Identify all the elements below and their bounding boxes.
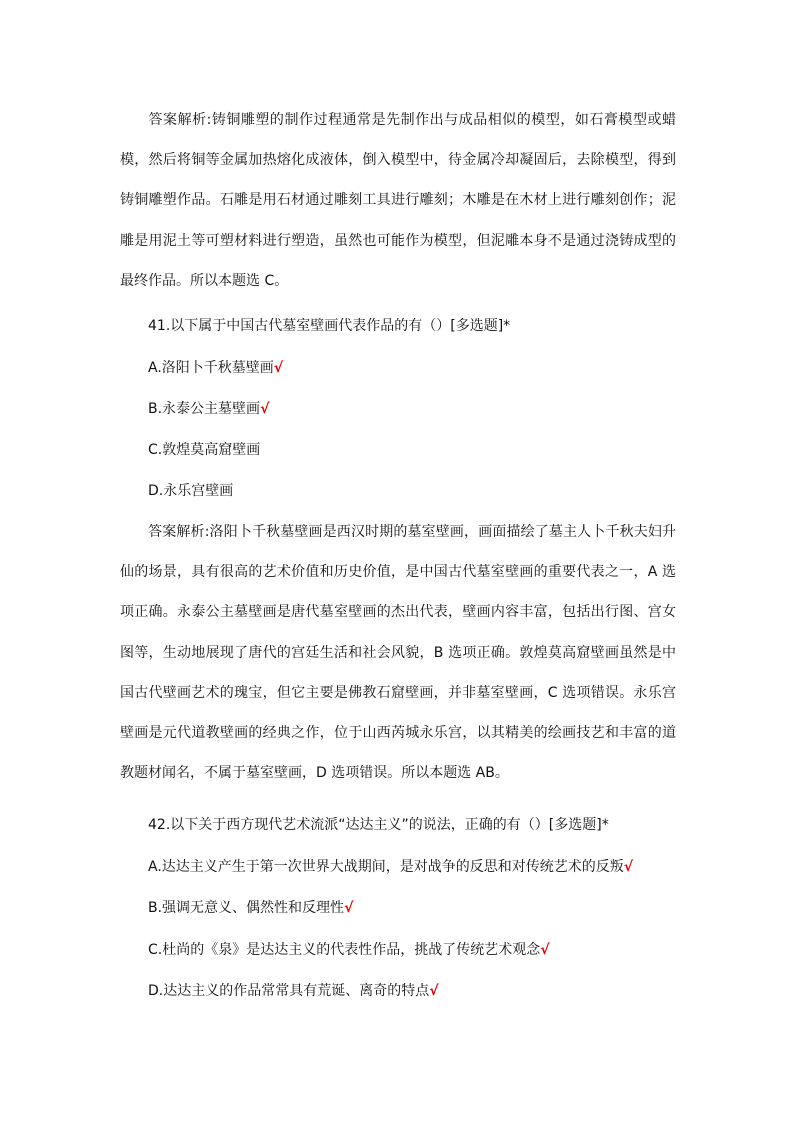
check-mark-icon: √ <box>273 360 284 376</box>
q41-explanation-text: 答案解析:洛阳卜千秋墓壁画是西汉时期的墓室壁画，画面描绘了墓主人卜千秋夫妇升仙的场景，具有很高的艺术价值和历史价值，是中国古代墓室壁画的重要代表之一，A 选项正确。永泰公主墓壁画是唐代墓室壁画的杰出代表，壁画内容丰富，包括出行图、宫女图等，生动地展现了唐代的宫廷生活和社会风貌，B 选项正确。敦煌莫高窟壁画虽然是中国古代壁画艺术的瑰宝，但它主要是佛教石窟壁画，并非墓室壁画，C 选项错误。永乐宫壁画是元代道教壁画的经典之作，位于山西芮城永乐宫，以其精美的绘画技艺和丰富的道教题材闻名，不属于墓室壁画，D 选项错误。所以本题选 AB。 <box>120 524 676 782</box>
option-text: C.敦煌莫高窟壁画 <box>148 442 261 458</box>
option-text: A.洛阳卜千秋墓壁画 <box>148 360 274 376</box>
question-42-option-c[interactable] <box>148 940 550 960</box>
question-41-option-c[interactable] <box>148 440 260 460</box>
question-42-title: 42.以下关于西方现代艺术流派“达达主义”的说法，正确的有（）[多选题]* <box>148 817 609 833</box>
question-42-option-b[interactable] <box>148 898 353 918</box>
option-text: C.杜尚的《泉》是达达主义的代表性作品，挑战了传统艺术观念 <box>148 942 541 958</box>
check-mark-icon: √ <box>429 983 439 999</box>
option-text: D.永乐宫壁画 <box>148 483 234 499</box>
option-text: B.永泰公主墓壁画 <box>148 401 261 417</box>
question-41-title: 41.以下属于中国古代墓室壁画代表作品的有（）[多选题]* <box>148 318 511 334</box>
check-mark-icon: √ <box>540 942 550 958</box>
option-text: D.达达主义的作品常常具有荒诞、离奇的特点 <box>148 983 430 999</box>
question-41-option-b[interactable] <box>148 399 269 419</box>
question-42-option-d[interactable] <box>148 981 439 1001</box>
check-mark-icon: √ <box>260 401 270 417</box>
option-text: A.达达主义产生于第一次世界大战期间，是对战争的反思和对传统艺术的反叛 <box>148 859 624 875</box>
question-42-option-a[interactable] <box>148 857 633 877</box>
question-41-option-a[interactable] <box>148 358 283 378</box>
check-mark-icon: √ <box>623 859 634 875</box>
question-41-answer-explanation <box>120 512 676 793</box>
prev-explanation-text: 答案解析:铸铜雕塑的制作过程通常是先制作出与成品相似的模型，如石膏模型或蜡模，然后将铜等金属加热熔化成液体，倒入模型中，待金属冷却凝固后，去除模型，得到铸铜雕塑作品。石雕是用石材通过雕刻工具进行雕刻；木雕是在木材上进行雕刻创作；泥雕是用泥土等可塑材料进行塑造，虽然也可能作为模型，但泥雕本身不是通过浇铸成型的最终作品。所以本题选 C。 <box>120 112 676 289</box>
option-text: B.强调无意义、偶然性和反理性 <box>148 900 345 916</box>
prev-answer-explanation <box>120 100 676 301</box>
question-41-option-d[interactable] <box>148 481 233 501</box>
check-mark-icon: √ <box>344 900 354 916</box>
